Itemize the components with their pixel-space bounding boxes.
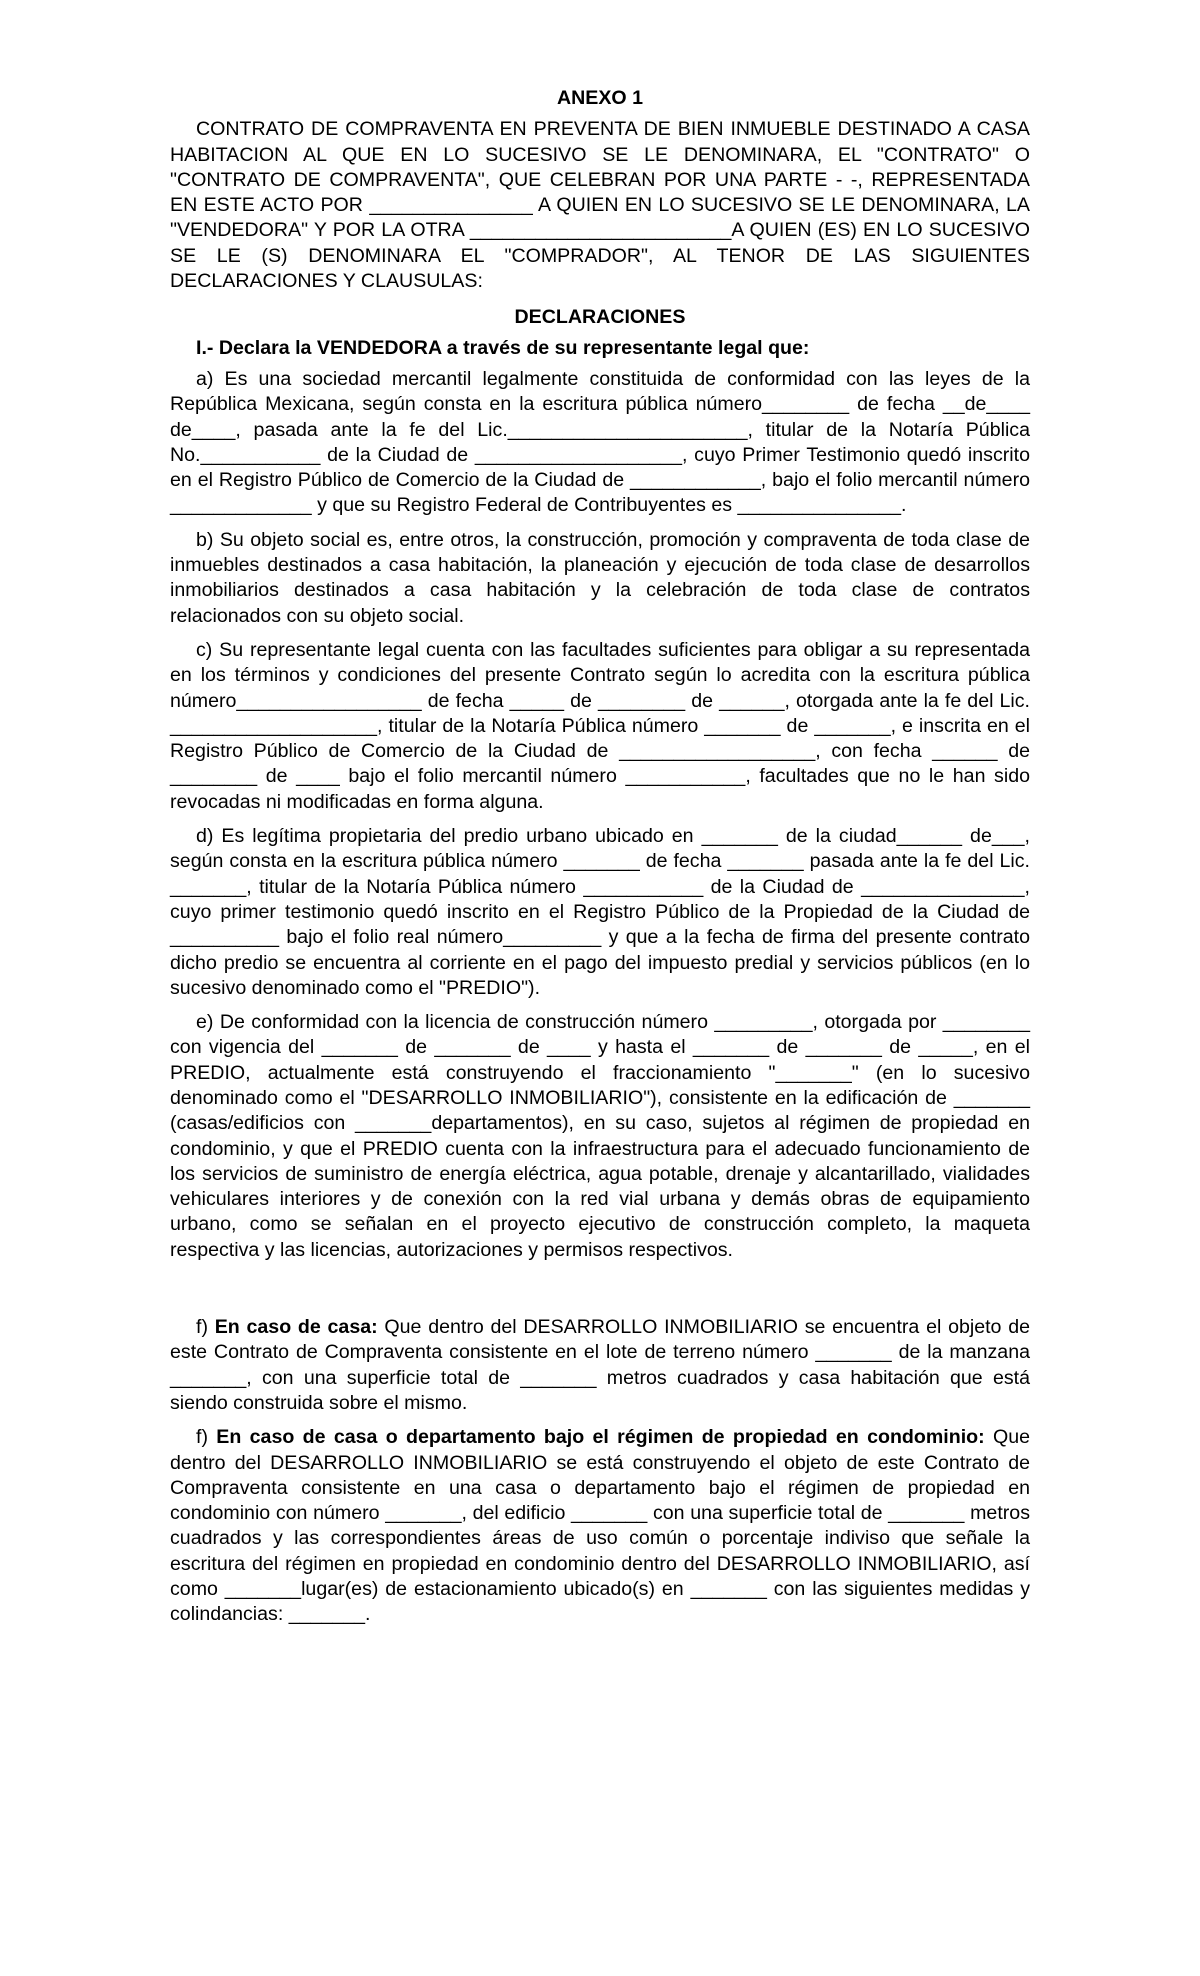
declaration-e: e) De conformidad con la licencia de construcción número _________, otorgada por ________ con vigencia del _______ de _______ de ____ y hasta el _______ de _______ de _____, en el PREDIO, actualmente está construyendo el fraccionamiento "_______" (en lo sucesivo denominado como el "DESARROLLO INMOBILIARIO"), consistente en la edificación de _______ (casas/edificios con _______departamentos), en su caso, sujetos al régimen de propiedad en condominio, y que el PREDIO cuenta con la infraestructura para el adecuado funcionamiento de los servicios de suministro de energía eléctrica, agua potable, drenaje y alcantarillado, vialidades vehiculares interiores y de conexión con la red vial urbana y demás obras de equipamiento urbano, como se señalan en el proyecto ejecutivo de construcción completo, la maqueta respectiva y las licencias, autorizaciones y permisos respectivos. (170, 1011, 1030, 1261)
declaration-a: a) Es una sociedad mercantil legalmente constituida de conformidad con las leyes de la República Mexicana, según consta en la escritura pública número________ de fecha __de____ de____, pasada ante la fe del Lic.______________________, titular de la Notaría Pública No.___________ de la Ciudad de ___________________, cuyo Primer Testimonio quedó inscrito en el Registro Público de Comercio de la Ciudad de ____________, bajo el folio mercantil número _____________ y que su Registro Federal de Contribuyentes es _______________. (170, 367, 1030, 517)
declaration-b: b) Su objeto social es, entre otros, la construcción, promoción y compraventa de toda clase de inmuebles destinados a casa habitación, la planeación y ejecución de toda clase de desarrollos inmobiliarios destinados a casa habitación y la celebración de toda clase de contratos relacionados con su objeto social. (170, 528, 1030, 627)
seller-declarations-subheading: I.- Declara la VENDEDORA a través de su representante legal que: (196, 336, 810, 359)
contract-intro: CONTRATO DE COMPRAVENTA EN PREVENTA DE BIEN INMUEBLE DESTINADO A CASA HABITACION AL QUE EN LO SUCESIVO SE LE DENOMINARA, EL "CONTRATO" O "CONTRATO DE COMPRAVENTA", QUE CELEBRAN POR UNA PARTE - -, REPRESENTADA EN ESTE ACTO POR _______________ A QUIEN EN LO SUCESIVO SE LE DENOMINARA, LA "VENDEDORA" Y POR LA OTRA ________________________A QUIEN (ES) EN LO SUCESIVO SE LE (S) DENOMINARA EL "COMPRADOR", AL TENOR DE LAS SIGUIENTES DECLARACIONES Y CLAUSULAS: (170, 118, 1030, 293)
declaration-d: d) Es legítima propietaria del predio urbano ubicado en _______ de la ciudad______ de___, según consta en la escritura pública número _______ de fecha _______ pasada ante la fe del Lic. _______, titular de la Notaría Pública número ___________ de la Ciudad de _______________, cuyo primer testimonio quedó inscrito en el Registro Público de la Propiedad de la Ciudad de __________ bajo el folio real número_________ y que a la fecha de firma del presente contrato dicho predio se encuentra al corriente en el pago del impuesto predial y servicios públicos (en lo sucesivo denominado como el "PREDIO"). (170, 825, 1030, 999)
declaration-c: c) Su representante legal cuenta con las facultades suficientes para obligar a su representada en los términos y condiciones del presente Contrato según lo acredita con la escritura pública número_________________ de fecha _____ de ________ de ______, otorgada ante la fe del Lic. ___________________, titular de la Notaría Pública número _______ de _______, e inscrita en el Registro Público de Comercio de la Ciudad de __________________, con fecha ______ de ________ de ____ bajo el folio mercantil número ___________, facultades que no le han sido revocadas ni modificadas en forma alguna. (170, 638, 1030, 813)
declarations-heading: DECLARACIONES (514, 306, 686, 329)
declaration-f-condominium-title: En caso de casa o departamento bajo el régimen de propiedad en condominio: (216, 1426, 985, 1449)
declaration-f-house-title: En caso de casa: (214, 1316, 378, 1339)
declaration-f-condominium: f) En caso de casa o departamento bajo el régimen de propiedad en condominio: Que dentro del DESARROLLO INMOBILIARIO se está construyendo el objeto de este Contrato de Compraventa consistente en una casa o departamento bajo el régimen de propiedad en condominio con número _______, del edificio _______ con una superficie total de _______ metros cuadrados y las correspondientes áreas de uso común o porcentaje indiviso que señale la escritura del régimen en propiedad en condominio dentro del DESARROLLO INMOBILIARIO, así como _______lugar(es) de estacionamiento ubicado(s) en _______ con las siguientes medidas y colindancias: _______. (170, 1426, 1030, 1626)
document-title: ANEXO 1 (556, 87, 644, 109)
declaration-f-house: f) En caso de casa: Que dentro del DESARROLLO INMOBILIARIO se encuentra el objeto de este Contrato de Compraventa consistente en el lote de terreno número _______ de la manzana _______, con una superficie total de _______ metros cuadrados y casa habitación que está siendo construida sobre el mismo. (170, 1316, 1030, 1414)
